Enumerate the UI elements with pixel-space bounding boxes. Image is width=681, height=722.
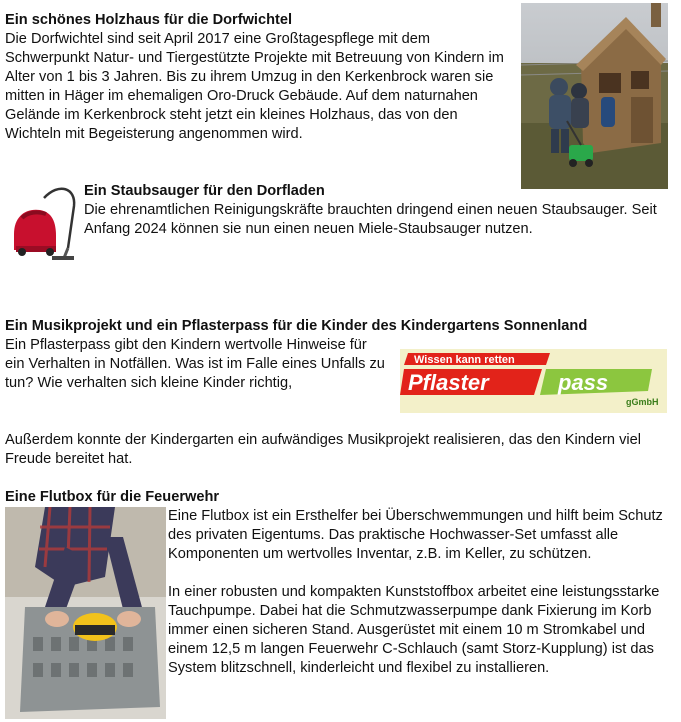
section-text-staubsauger: Die ehrenamtlichen Reinigungskräfte brauchten dringend einen neuen Staubsauger. Seit Anfang 2024 können sie nun einen neuen Miele-Staubsauger nutzen.: [84, 202, 657, 237]
svg-text:gGmbH: gGmbH: [626, 397, 659, 407]
section-title-musikprojekt: Ein Musikprojekt und ein Pflasterpass für die Kinder des Kindergartens Sonnenland: [5, 318, 588, 334]
section-staubsauger: [84, 182, 674, 239]
section-title-flutbox: Eine Flutbox für die Feuerwehr: [5, 489, 220, 505]
section-text-pflasterpass: Ein Pflasterpass gibt den Kindern wertvolle Hinweise für ein Verhalten in Notfällen. Was ist im Falle eines Unfalls zu tun? Wie verhalten sich kleine Kinder richtig,: [5, 337, 385, 391]
section-text-musikprojekt: Außerdem konnte der Kindergarten ein aufwändiges Musikprojekt realisieren, das den Kindern viel Freude bereitet hat.: [5, 432, 641, 467]
section-flutbox: [168, 507, 673, 678]
section-text-flutbox-2: In einer robusten und kompakten Kunststoffbox arbeitet eine leistungsstarke Tauchpumpe. Dabei hat die Schmutzwasserpumpe dank Fixierung im Korb immer einen sicheren Stand. Ausgerüstet mit einem 10 m Stromkabel und einem 12,5 m langen Feuerwehr C-Schlauch (samt Storz-Kupplung) ist das System blitzschnell, kinderleicht und flexibel zu installieren.: [168, 584, 660, 676]
section-title-holzhaus: Ein schönes Holzhaus für die Dorfwichtel: [5, 12, 293, 28]
pflasterpass-logo: [400, 349, 667, 413]
vacuum-cleaner-photo: [4, 178, 82, 262]
flutbox-photo: [5, 507, 166, 719]
svg-text:pass: pass: [558, 370, 609, 395]
svg-text:Pflaster: Pflaster: [408, 370, 489, 395]
svg-text:Wissen kann retten: Wissen kann retten: [414, 354, 515, 366]
section-text-flutbox-1: Eine Flutbox ist ein Ersthelfer bei Überschwemmungen und hilft beim Schutz des privaten Eigentums. Das praktische Hochwasser-Set umfasst alle Komponenten um wertvolles Inventar, z.B. im Keller, zu schützen.: [168, 508, 663, 562]
section-holzhaus: [5, 11, 515, 144]
section-text-holzhaus: Die Dorfwichtel sind seit April 2017 eine Großtagespflege mit dem Schwerpunkt Natur- und Tiergestützte Projekte mit Betreuung von Kindern im Alter von 1 bis 3 Jahren. Bis zu ihrem Umzug in den Kerkenbrock waren sie mitten in Häger im ehemaligen Oro-Druck Gebäude. Auf dem naturnahen Gelände im Kerkenbrock steht jetzt ein kleines Holzhaus, das von den Wichteln mit Begeisterung angenommen wird.: [5, 31, 504, 142]
section-title-staubsauger: Ein Staubsauger für den Dorfladen: [84, 183, 325, 199]
playhouse-photo: [521, 3, 668, 189]
